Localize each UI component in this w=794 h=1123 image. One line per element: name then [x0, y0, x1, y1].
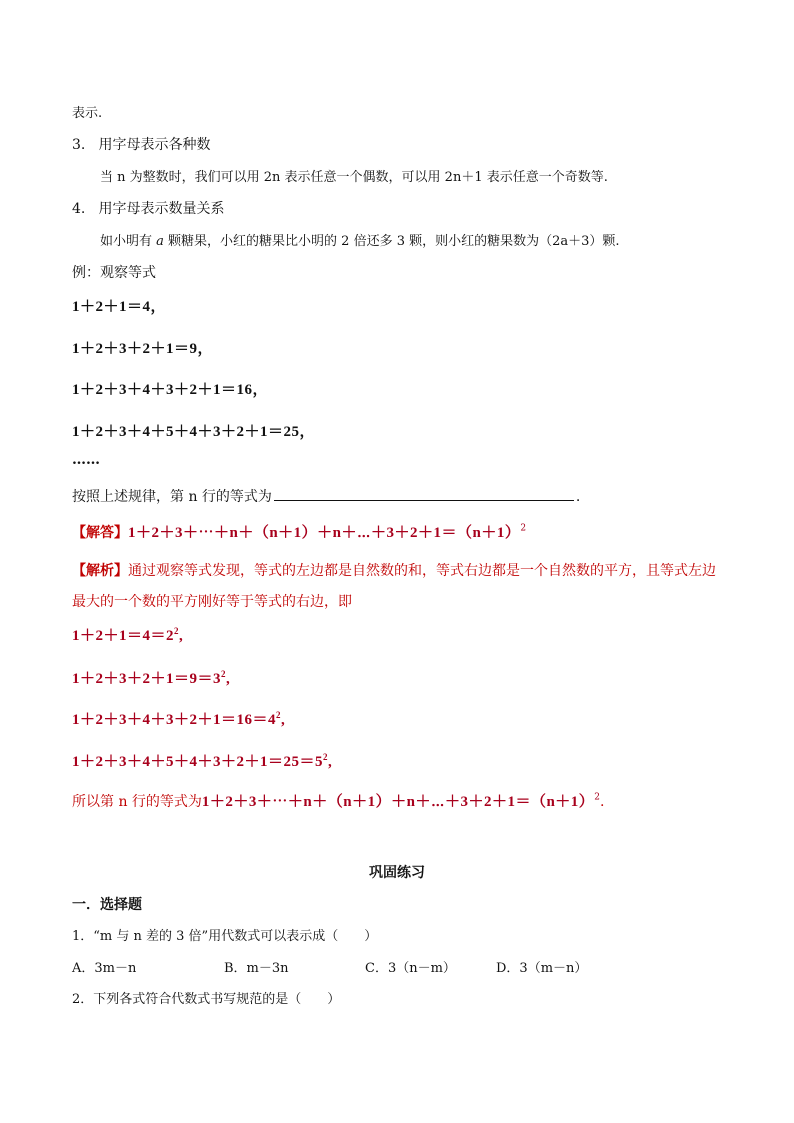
analysis-conclusion-text: 所以第 n 行的等式为 — [72, 794, 202, 810]
analysis-equation-1 — [72, 624, 183, 645]
practice-title: 巩固练习 — [369, 865, 425, 881]
answer-line — [72, 521, 526, 542]
analysis-text-2: 最大的一个数的平方刚好等于等式的右边，即 — [72, 594, 352, 610]
analysis-equation-2-exponent: 2 — [221, 669, 227, 679]
item-4-title: 用字母表示数量关系 — [98, 201, 225, 217]
analysis-equation-1-base: 1＋2＋1＝4＝2 — [72, 628, 175, 644]
analysis-equation-2 — [72, 667, 230, 688]
item-4-number: 4. — [72, 201, 86, 217]
analysis-equation-4 — [72, 750, 332, 771]
example-question-text: 按照上述规律，第 n 行的等式为 — [72, 489, 272, 505]
analysis-equation-3-end: , — [281, 712, 286, 728]
analysis-equation-3-exponent: 2 — [276, 710, 282, 720]
item-3-title: 用字母表示各种数 — [98, 137, 211, 153]
example-equation-2: 1＋2＋3＋2＋1＝9， — [72, 341, 214, 357]
analysis-conclusion — [72, 790, 604, 811]
question-1-option-a[interactable]: A．3m－n — [72, 961, 137, 976]
item-4-desc-var: a — [156, 234, 164, 249]
example-ellipsis: …… — [72, 452, 100, 468]
example-question-end: . — [575, 489, 581, 505]
question-2-text: 2．下列各式符合代数式书写规范的是（ ） — [72, 992, 341, 1007]
answer-formula: 1＋2＋3＋⋯＋n＋（n＋1）＋n＋⋯＋3＋2＋1＝（n＋1） — [128, 525, 521, 541]
analysis-equation-4-exponent: 2 — [323, 752, 329, 762]
analysis-equation-3-base: 1＋2＋3＋4＋3＋2＋1＝16＝4 — [72, 712, 277, 728]
analysis-equation-1-exponent: 2 — [174, 626, 180, 636]
item-3-number: 3. — [72, 137, 86, 153]
item-4-heading — [72, 198, 224, 218]
analysis-conclusion-exponent: 2 — [594, 792, 601, 803]
question-1-option-b[interactable]: B．m－3n — [224, 961, 289, 976]
example-equation-1: 1＋2＋1＝4， — [72, 299, 167, 315]
example-equation-4: 1＋2＋3＋4＋5＋4＋3＋2＋1＝25， — [72, 424, 316, 440]
analysis-equation-1-end: , — [179, 628, 184, 644]
question-1-text: 1．“m 与 n 差的 3 倍”用代数式可以表示成（ ） — [72, 929, 378, 944]
analysis-conclusion-end: . — [600, 794, 605, 810]
practice-section: 一．选择题 — [72, 897, 142, 913]
analysis-equation-3 — [72, 708, 285, 729]
item-4-desc — [100, 230, 620, 249]
analysis-equation-4-end: , — [328, 754, 333, 770]
analysis-equation-2-base: 1＋2＋3＋2＋1＝9＝3 — [72, 671, 222, 687]
intro-tail: 表示. — [72, 106, 103, 121]
answer-blank[interactable] — [274, 488, 574, 501]
analysis-label: 【解析】 — [72, 563, 128, 579]
question-1-option-c[interactable]: C．3（n－m） — [365, 961, 456, 976]
example-question — [72, 486, 580, 506]
analysis-conclusion-formula: 1＋2＋3＋⋯＋n＋（n＋1）＋n＋⋯＋3＋2＋1＝（n＋1） — [201, 794, 595, 810]
answer-label: 【解答】 — [72, 525, 128, 541]
item-3-heading — [72, 134, 210, 154]
item-4-desc-post: 颗糖果，小红的糖果比小明的 2 倍还多 3 颗，则小红的糖果数为（2a＋3）颗. — [163, 234, 620, 249]
item-4-desc-pre: 如小明有 — [100, 234, 157, 249]
example-equation-3: 1＋2＋3＋4＋3＋2＋1＝16， — [72, 382, 269, 398]
analysis-equation-4-base: 1＋2＋3＋4＋5＋4＋3＋2＋1＝25＝5 — [72, 754, 324, 770]
question-1-option-d[interactable]: D．3（m－n） — [496, 961, 588, 976]
analysis-text-1: 通过观察等式发现，等式的左边都是自然数的和，等式右边都是一个自然数的平方，且等式左边 — [128, 563, 716, 579]
analysis-line-1 — [72, 560, 716, 580]
item-3-desc: 当 n 为整数时，我们可以用 2n 表示任意一个偶数，可以用 2n＋1 表示任意一个奇数等. — [100, 170, 608, 185]
answer-exponent: 2 — [520, 523, 527, 534]
analysis-equation-2-end: , — [226, 671, 231, 687]
example-label: 例：观察等式 — [72, 265, 156, 281]
